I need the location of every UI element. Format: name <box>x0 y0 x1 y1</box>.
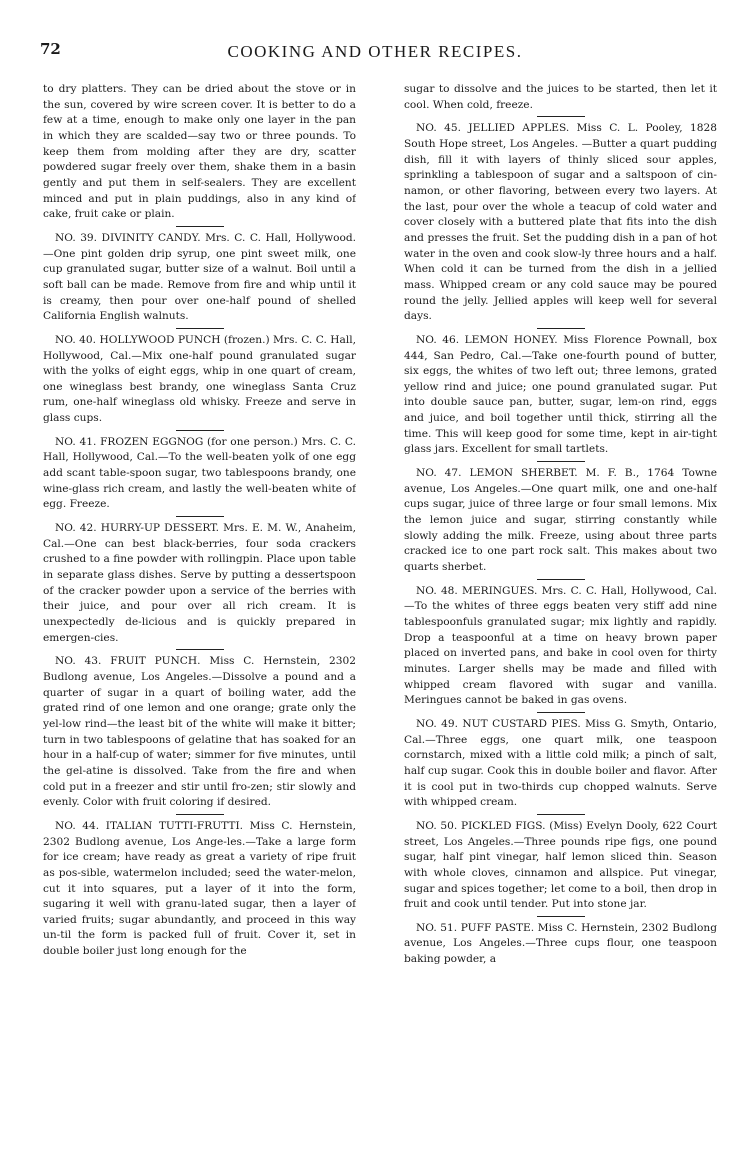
divider <box>537 814 585 815</box>
left-column <box>43 82 356 1152</box>
divider <box>537 579 585 580</box>
recipe-43: NO. 43. FRUIT PUNCH. Miss C. Hernstein, 2302 Budlong avenue, Los Angeles.—Dissolve a pound and a quarter of sugar in a quart of boiling water, add the grated rind of one lemon and one orange; grate only the yel-low rind—the least bit of the white will make it bitter; turn in two tablespoons of gelatine that has soaked for an hour in a half-cup of water; simmer for five minutes, until the gel-atine is dissolved. Take from the fire and when cold put in a freezer and stir until fro-zen; stir slowly and evenly. Color with fruit coloring if desired. <box>43 655 356 809</box>
right-column <box>404 82 717 1152</box>
recipe-44-continued: sugar to dissolve and the juices to be started, then let it cool. When cold, freeze. <box>404 83 717 111</box>
recipe-41: NO. 41. FROZEN EGGNOG (for one person.) Mrs. C. C. Hall, Hollywood, Cal.—To the well-beaten yolk of one egg add scant table-spoon sugar, two tablespoons brandy, one wine-glass rich cream, and lastly the well-beaten white of egg. Freeze. <box>43 435 356 511</box>
recipe-48: NO. 48. MERINGUES. Mrs. C. C. Hall, Hollywood, Cal.—To the whites of three eggs beaten very stiff add nine tablespoonfuls granulated sugar; mix lightly and rapidly. Drop a teaspoonful at a time on heavy brown paper placed on inverted pans, and bake in cool oven for thirty minutes. Larger shells may be made and filled with whipped cream flavored with sugar and vanilla. Meringues cannot be baked in gas ovens. <box>404 584 717 707</box>
divider <box>176 649 224 650</box>
running-title: COOKING AND OTHER RECIPES. <box>227 42 523 61</box>
recipe-51: NO. 51. PUFF PASTE. Miss C. Hernstein, 2302 Budlong avenue, Los Angeles.—Three cups flour, one teaspoon baking powder, a <box>404 921 717 966</box>
divider <box>537 916 585 917</box>
page-header <box>0 34 750 66</box>
recipe-42: NO. 42. HURRY-UP DESSERT. Mrs. E. M. W., Anaheim, Cal.—One can best black-berries, four soda crackers crushed to a fine powder with rollingpin. Place upon table in separate glass dishes. Serve by putting a dessertspoon of the cracker powder upon a service of the berries with their juice, and pour over all rich cream. It is unexpectedly de-licious and is quickly prepared in emergen-cies. <box>43 522 356 644</box>
divider <box>537 116 585 117</box>
recipe-47: NO. 47. LEMON SHERBET. M. F. B., 1764 Towne avenue, Los Angeles.—One quart milk, one and one-half cups sugar, juice of three large or four small lemons. Mix the lemon juice and sugar, stirring constantly while slowly adding the milk. Freeze, using about three parts cracked ice to one part rock salt. This makes about two quarts sherbet. <box>404 467 717 574</box>
recipe-39: NO. 39. DIVINITY CANDY. Mrs. C. C. Hall, Hollywood.—One pint golden drip syrup, one pint sweet milk, one cup granulated sugar, butter size of a walnut. Boil until a soft ball can be made. Remove from fire and whip until it is creamy, then pour over one-half pound of shelled California English walnuts. <box>43 231 356 323</box>
recipe-50: NO. 50. PICKLED FIGS. (Miss) Evelyn Dooly, 622 Court street, Los Angeles.—Three pounds ripe figs, one pound sugar, half pint vinegar, half lemon sliced thin. Season with whole cloves, cinnamon and allspice. Put vinegar, sugar and spices together; let come to a boil, then drop in fruit and cook until tender. Put into stone jar. <box>404 819 717 911</box>
divider <box>537 461 585 462</box>
divider <box>537 712 585 713</box>
divider <box>176 430 224 431</box>
recipe-40: NO. 40. HOLLYWOOD PUNCH (frozen.) Mrs. C. C. Hall, Hollywood, Cal.—Mix one-half pound granulated sugar with the yolks of eight eggs, whip in one quart of cream, one wineglass best brandy, one wineglass Santa Cruz rum, one-half wineglass old whisky. Freeze and serve in glass cups. <box>43 333 356 425</box>
divider <box>537 328 585 329</box>
divider <box>176 516 224 517</box>
page-number: 72 <box>40 40 61 58</box>
divider <box>176 226 224 227</box>
recipe-continued: to dry platters. They can be dried about the stove or in the sun, covered by wire screen cover. It is better to do a few at a time, enough to make only one layer in the pan in which they are scalded—say two or three pounds. To keep them from molding after they are dry, scatter powdered sugar freely over them, shake them in a basin gently and put them in self-sealers. They are excellent minced and put in plain puddings, also in any kind of cake, fruit cake or plain. <box>43 83 356 221</box>
recipe-45: NO. 45. JELLIED APPLES. Miss C. L. Pooley, 1828 South Hope street, Los Angeles. —Butter a quart pudding dish, fill it with layers of thinly sliced sour apples, sprinkling a tablespoon of sugar and a saltspoon of cin-namon, or other flavoring, between every two layers. At the last, pour over the whole a teacup of cold water and cover closely with a buttered plate that fits into the dish and presses the fruit. Set the pudding dish in a pan of hot water in the oven and cook slow-ly three hours and a half. When cold it can be turned from the dish in a jellied mass. Whipped cream or any cold sauce may be poured round the jelly. Jellied apples will keep well for several days. <box>404 122 717 323</box>
divider <box>176 328 224 329</box>
recipe-44: NO. 44. ITALIAN TUTTI-FRUTTI. Miss C. Hernstein, 2302 Budlong avenue, Los Ange-les.—Take a large form for ice cream; have ready as great a variety of ripe fruit as pos-sible, watermelon included; seed the water-melon, cut it into squares, put a layer of it into the form, sugaring it well with granu-lated sugar, then a layer of varied fruits; sugar abundantly, and proceed in this way un-til the form is packed full of fruit. Cover it, set in double boiler just long enough for the <box>43 819 356 958</box>
recipe-49: NO. 49. NUT CUSTARD PIES. Miss G. Smyth, Ontario, Cal.—Three eggs, one quart milk, one teaspoon cornstarch, mixed with a little cold milk; a pinch of salt, half cup sugar. Cook this in double boiler and flavor. After it is cool put in two-thirds cup chopped walnuts. Serve with whipped cream. <box>404 717 717 809</box>
recipe-46: NO. 46. LEMON HONEY. Miss Florence Pownall, box 444, San Pedro, Cal.—Take one-fourth pound of butter, six eggs, the whites of two left out; three lemons, grated yellow rind and juice; one pound granulated sugar. Put into double sauce pan, butter, sugar, lem-on rind, eggs and juice, and boil together until thick, stirring all the time. This will keep good for some time, kept in air-tight glass jars. Excellent for small tartlets. <box>404 333 717 456</box>
divider <box>176 814 224 815</box>
